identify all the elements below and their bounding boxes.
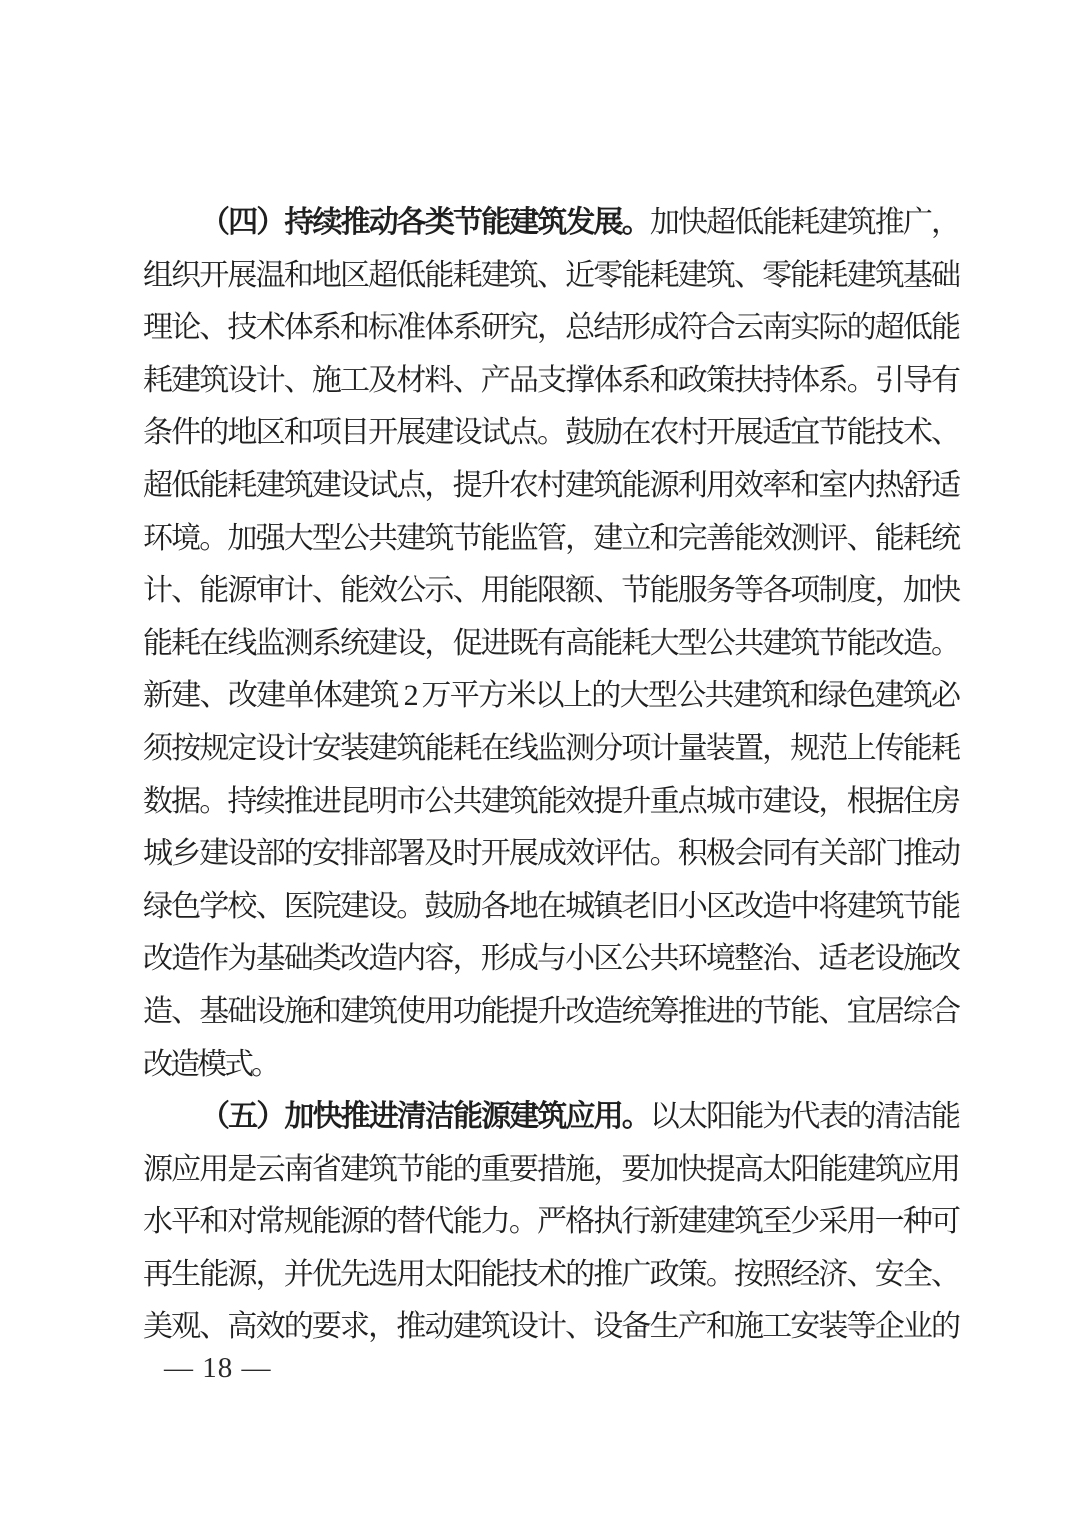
document-line: 再生能源，并优先选用太阳能技术的推广政策。按照经济、安全、	[143, 1257, 958, 1291]
page-number: — 18 —	[164, 1352, 272, 1384]
document-line: 绿色学校、医院建设。鼓励各地在城镇老旧小区改造中将建筑节能	[143, 889, 958, 923]
document-line: 源应用是云南省建筑节能的重要措施，要加快提高太阳能建筑应用	[143, 1152, 958, 1186]
document-line: 造、基础设施和建筑使用功能提升改造统筹推进的节能、宜居综合	[143, 994, 958, 1028]
document-line: 城乡建设部的安排部署及时开展成效评估。积极会同有关部门推动	[143, 837, 958, 871]
line-text: 以太阳能为代表的清洁能	[649, 1100, 959, 1134]
document-line: 新建、改建单体建筑 2 万平方米以上的大型公共建筑和绿色建筑必	[143, 679, 958, 713]
document-line	[143, 197, 958, 250]
document-line: 计、能源审计、能效公示、用能限额、节能服务等各项制度，加快	[143, 574, 958, 608]
document-line: 改造模式。	[143, 1047, 278, 1081]
document-line: 数据。持续推进昆明市公共建筑能效提升重点城市建设，根据住房	[143, 784, 958, 818]
line-text: 加快超低能耗建筑推广，	[649, 206, 959, 239]
section-5-heading: （五）加快推进清洁能源建筑应用。	[200, 1100, 650, 1134]
document-line: 耗建筑设计、施工及材料、产品支撑体系和政策扶持体系。引导有	[143, 363, 958, 397]
document-line: 改造作为基础类改造内容，形成与小区公共环境整治、适老设施改	[143, 942, 958, 976]
document-line: 环境。加强大型公共建筑节能监管，建立和完善能效测评、能耗统	[143, 521, 958, 555]
document-line: 超低能耗建筑建设试点，提升农村建筑能源利用效率和室内热舒适	[143, 468, 958, 502]
section-4-heading: （四）持续推动各类节能建筑发展。	[200, 206, 650, 239]
document-line: 能耗在线监测系统建设，促进既有高能耗大型公共建筑节能改造。	[143, 626, 958, 660]
document-line: 须按规定设计安装建筑能耗在线监测分项计量装置，规范上传能耗	[143, 731, 958, 765]
document-line: 理论、技术体系和标准体系研究，总结形成符合云南实际的超低能	[143, 311, 958, 345]
document-line: 水平和对常规能源的替代能力。严格执行新建建筑至少采用一种可	[143, 1205, 958, 1239]
document-line	[143, 1091, 958, 1144]
document-line: 组织开展温和地区超低能耗建筑、近零能耗建筑、零能耗建筑基础	[143, 258, 958, 292]
document-body	[143, 197, 958, 1354]
document-line: 美观、高效的要求，推动建筑设计、设备生产和施工安装等企业的	[143, 1310, 958, 1344]
document-line: 条件的地区和项目开展建设试点。鼓励在农村开展适宜节能技术、	[143, 416, 958, 450]
